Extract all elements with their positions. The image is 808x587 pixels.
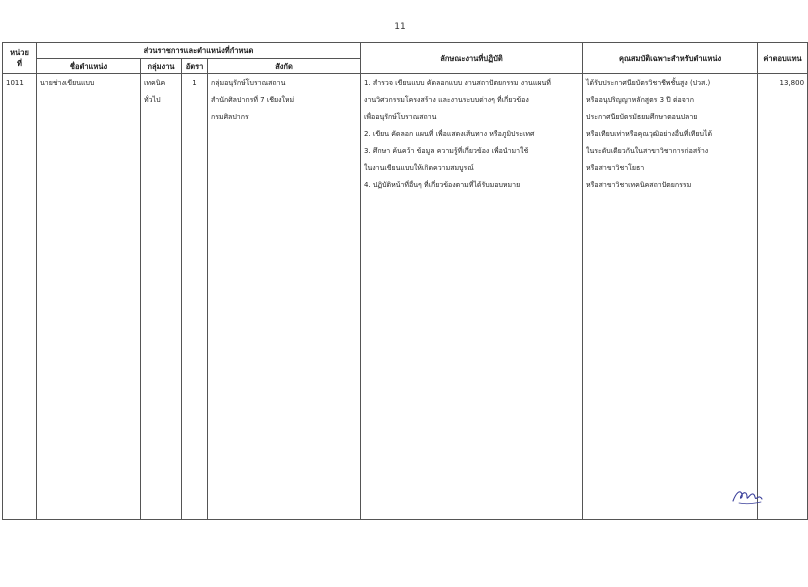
job-group-header: กลุ่มงาน [141, 59, 182, 74]
qualification-line: หรือสาขาวิชาเทคนิคสถาปัตยกรรม [586, 181, 692, 189]
job-description-line: ในงานเขียนแบบให้เกิดความสมบูรณ์ [364, 164, 474, 172]
affiliation-header: สังกัด [208, 59, 361, 74]
job-description-line: 4. ปฏิบัติหน้าที่อื่นๆ ที่เกี่ยวข้องตามที่ได้รับมอบหมาย [364, 181, 521, 189]
job-description-line: งานวิศวกรรมโครงสร้าง และงานระบบต่างๆ ที่เกี่ยวข้อง [364, 96, 529, 104]
qualification-line: ได้รับประกาศนียบัตรวิชาชีพชั้นสูง (ปวส.) [586, 79, 711, 87]
qualification-line: หรือเทียบเท่าหรือคุณวุฒิอย่างอื่นที่เทียบได้ [586, 130, 712, 138]
position-table [2, 42, 808, 520]
unit-no-header [3, 43, 37, 74]
job-group-cell: เทคนิคทั่วไป [141, 74, 182, 520]
job-description-cell [361, 74, 583, 520]
rate-cell: 1 [182, 74, 208, 520]
header-row-1 [3, 43, 808, 59]
table-row [3, 74, 808, 520]
qualification-line: ประกาศนียบัตรมัธยมศึกษาตอนปลาย [586, 113, 698, 121]
job-description-line: เพื่ออนุรักษ์โบราณสถาน [364, 113, 437, 121]
affiliation-line: กรมศิลปากร [211, 113, 249, 121]
agency-group-header: ส่วนราชการและตำแหน่งที่กำหนด [37, 43, 361, 59]
affiliation-line: สำนักศิลปากรที่ 7 เชียงใหม่ [211, 96, 295, 104]
job-description-header: ลักษณะงานที่ปฏิบัติ [361, 43, 583, 74]
handwritten-signature [730, 484, 764, 506]
qualification-line: ในระดับเดียวกันในสาขาวิชาการก่อสร้าง [586, 147, 709, 155]
job-description-line: 3. ศึกษา ค้นคว้า ข้อมูล ความรู้ที่เกี่ยวข้อง เพื่อนำมาใช้ [364, 147, 529, 155]
affiliation-cell [208, 74, 361, 520]
qualifications-header: คุณสมบัติเฉพาะสำหรับตำแหน่ง [583, 43, 758, 74]
rate-header: อัตรา [182, 59, 208, 74]
job-description-line: 1. สำรวจ เขียนแบบ คัดลอกแบบ งานสถาปัตยกรรม งานแผนที่ [364, 79, 551, 87]
qualification-line: หรือสาขาวิชาโยธา [586, 164, 645, 172]
qualification-line: หรืออนุปริญญาหลักสูตร 3 ปี ต่อจาก [586, 96, 694, 104]
position-name-header: ชื่อตำแหน่ง [37, 59, 141, 74]
affiliation-line: กลุ่มอนุรักษ์โบราณสถาน [211, 79, 286, 87]
unit-no-header-line1: หน่วย [10, 48, 29, 57]
salary-header: ค่าตอบแทน [758, 43, 808, 74]
page-number: 11 [394, 22, 406, 32]
job-description-line: 2. เขียน คัดลอก แผนที่ เพื่อแสดงเส้นทาง หรือภูมิประเทศ [364, 130, 535, 138]
position-name-cell: นายช่างเขียนแบบ [37, 74, 141, 520]
unit-no-header-line2: ที่ [17, 59, 22, 68]
salary-cell: 13,800 [758, 74, 808, 520]
qualifications-cell [583, 74, 758, 520]
unit-no-cell: 1011 [3, 74, 37, 520]
